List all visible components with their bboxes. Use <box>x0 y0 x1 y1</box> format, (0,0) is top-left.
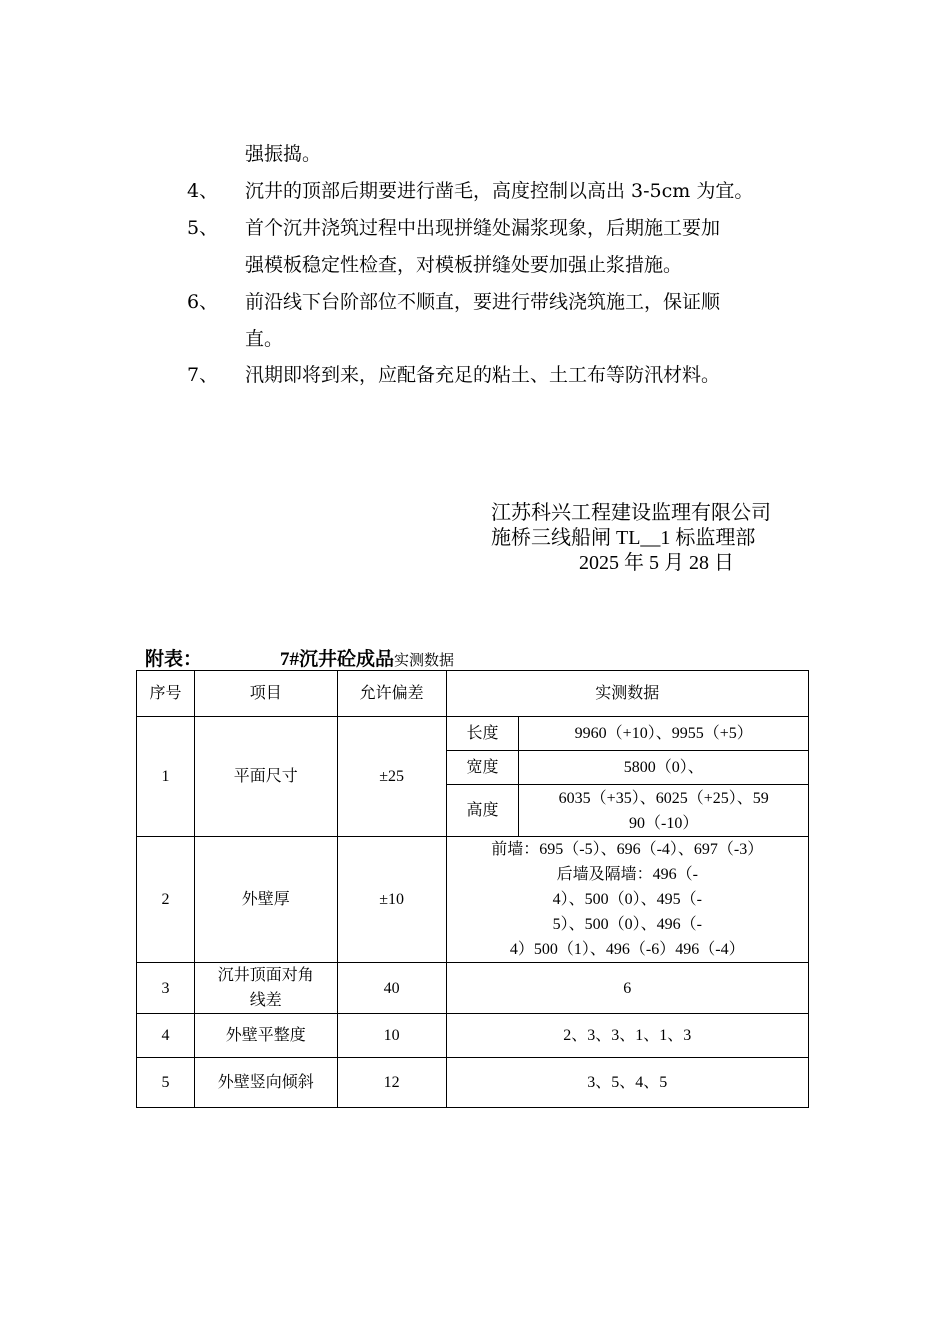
row-item: 外壁平整度 <box>194 1014 337 1058</box>
list-number: 6、 <box>187 291 219 313</box>
value-line: 4）500（1）、496（-6）496（-4） <box>509 941 745 958</box>
row-number: 4 <box>137 1014 195 1058</box>
value-line: 5）、500（0）、496（- <box>552 916 702 933</box>
header-cell: 实测数据 <box>446 671 808 717</box>
list-text-line: 汛期即将到来，应配备充足的粘土、土工布等防汛材料。 <box>245 364 721 386</box>
sub-label: 高度 <box>446 785 519 837</box>
row-item: 平面尺寸 <box>194 717 337 837</box>
list-number: 5、 <box>187 217 219 239</box>
header-cell: 序号 <box>137 671 195 717</box>
sub-label: 宽度 <box>446 751 519 785</box>
list-number: 7、 <box>187 364 219 386</box>
table-row <box>137 837 809 963</box>
value-line: 前墙：695（-5）、696（-4）、697（-3） <box>491 841 764 858</box>
signature-date: 2025 年 5 月 28 日 <box>579 552 734 574</box>
row-item: 外壁厚 <box>194 837 337 963</box>
table-caption <box>145 644 454 671</box>
signature-company: 江苏科兴工程建设监理有限公司 <box>491 502 771 524</box>
row-tolerance: 12 <box>337 1058 446 1108</box>
row-tolerance: ±25 <box>337 717 446 837</box>
row-value <box>519 785 809 837</box>
list-text-line: 直。 <box>245 328 284 350</box>
table-row <box>137 1014 809 1058</box>
value-line: 6035（+35）、6025（+25）、59 <box>558 789 769 807</box>
value-line: 4）、500（0）、495（- <box>552 891 702 908</box>
row-value: 6 <box>446 963 808 1014</box>
header-cell: 项目 <box>194 671 337 717</box>
header-cell: 允许偏差 <box>337 671 446 717</box>
row-number: 5 <box>137 1058 195 1108</box>
list-text-line: 沉井的顶部后期要进行凿毛，高度控制以高出 3-5cm 为宜。 <box>245 180 754 202</box>
list-text-line: 前沿线下台阶部位不顺直，要进行带线浇筑施工，保证顺 <box>245 291 721 313</box>
row-item: 外壁竖向倾斜 <box>194 1058 337 1108</box>
row-value: 5800（0）、 <box>519 751 809 785</box>
row-value: 3、5、4、5 <box>446 1058 808 1108</box>
row-value: 9960（+10）、9955（+5） <box>519 717 809 751</box>
value-line: 90（-10） <box>629 814 699 832</box>
table-row <box>137 1058 809 1108</box>
row-value <box>446 837 808 963</box>
list-text-line: 强模板稳定性检查，对模板拼缝处要加强止浆措施。 <box>245 254 683 276</box>
row-number: 3 <box>137 963 195 1014</box>
row-value: 2、3、3、1、1、3 <box>446 1014 808 1058</box>
sub-label: 长度 <box>446 717 519 751</box>
list-text-line: 强振捣。 <box>245 143 322 165</box>
row-tolerance: 10 <box>337 1014 446 1058</box>
caption-prefix: 附表： <box>145 649 203 670</box>
item-line: 线差 <box>249 992 282 1009</box>
value-line: 后墙及隔墙：496（- <box>556 866 698 883</box>
caption-title: 7#沉井砼成品 <box>280 649 395 670</box>
table-row <box>137 963 809 1014</box>
list-number: 4、 <box>187 180 219 202</box>
row-item <box>194 963 337 1014</box>
list-text-line: 首个沉井浇筑过程中出现拼缝处漏浆现象，后期施工要加 <box>245 217 721 239</box>
caption-suffix: 实测数据 <box>394 653 455 669</box>
row-tolerance: ±10 <box>337 837 446 963</box>
row-number: 1 <box>137 717 195 837</box>
row-number: 2 <box>137 837 195 963</box>
table-header-row <box>137 671 809 717</box>
row-tolerance: 40 <box>337 963 446 1014</box>
signature-dept: 施桥三线船闸 TL__1 标监理部 <box>491 527 756 549</box>
measurement-table <box>136 670 809 1108</box>
table-row <box>137 717 809 751</box>
item-line: 沉井顶面对角 <box>217 967 314 984</box>
